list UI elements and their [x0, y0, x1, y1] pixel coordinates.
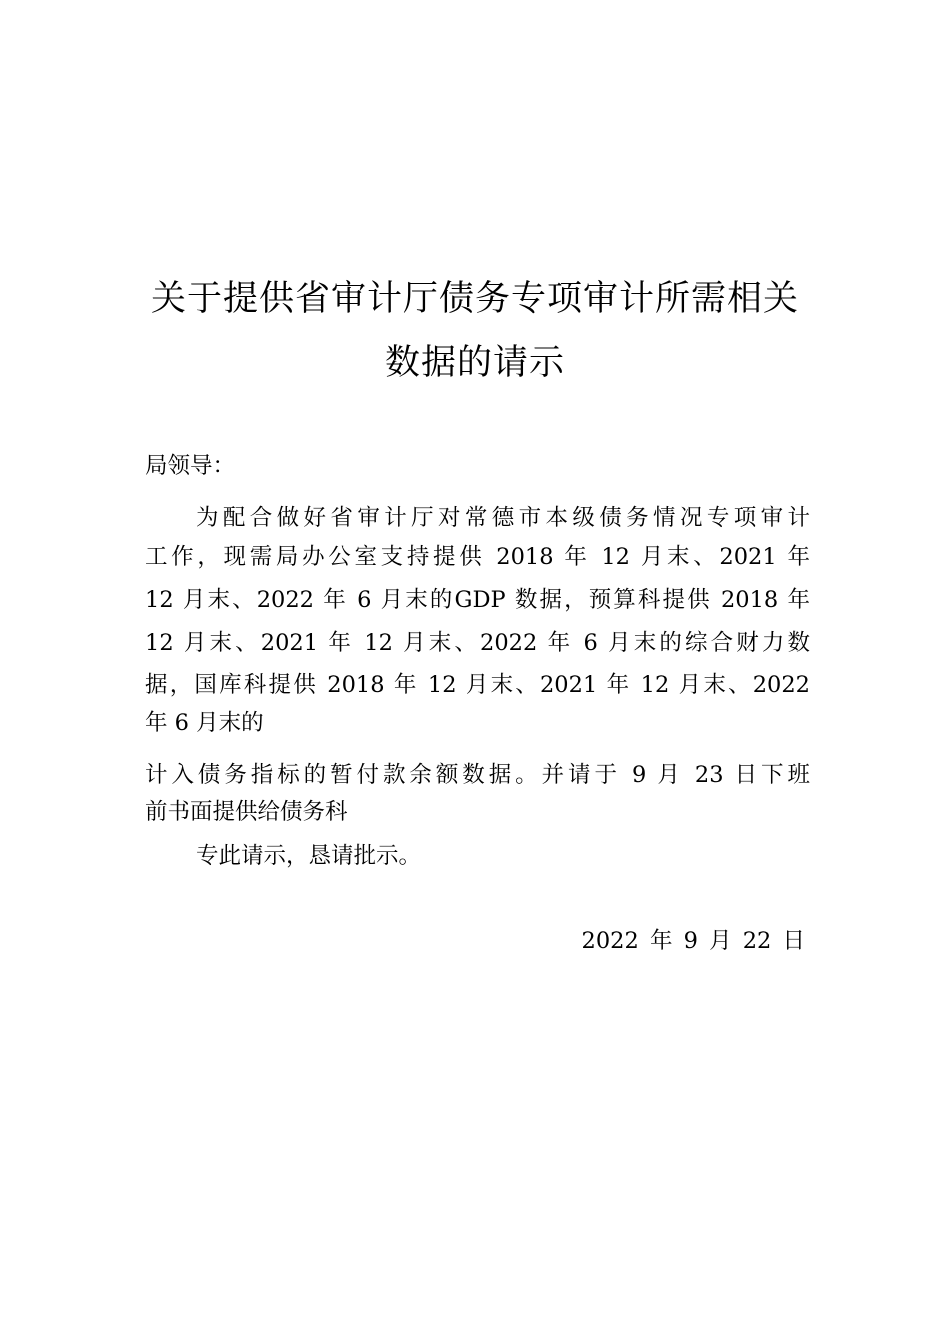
closing-line: 专此请示，恳请批示。	[196, 843, 422, 869]
document-title-line-1: 关于提供省审计厅债务专项审计所需相关	[150, 279, 799, 319]
salutation: 局领导：	[145, 453, 236, 479]
body-line: 前书面提供给债务科	[145, 799, 348, 825]
body-line: 12 月末、2022 年 6 月末的GDP 数据，预算科提供 2018 年	[145, 587, 810, 613]
body-line: 年 6 月末的	[145, 710, 264, 736]
body-line: 12 月末、2021 年 12 月末、2022 年 6 月末的综合财力数	[145, 630, 810, 656]
body-line: 工作，现需局办公室支持提供 2018 年 12 月末、2021 年	[145, 544, 810, 570]
document-date: 2022 年 9 月 22 日	[581, 928, 805, 954]
document-title-line-2: 数据的请示	[384, 343, 565, 383]
body-line: 为配合做好省审计厅对常德市本级债务情况专项审计	[196, 505, 810, 531]
body-line: 据，国库科提供 2018 年 12 月末、2021 年 12 月末、2022	[145, 672, 810, 698]
body-line: 计入债务指标的暂付款余额数据。并请于 9 月 23 日下班	[145, 762, 810, 788]
